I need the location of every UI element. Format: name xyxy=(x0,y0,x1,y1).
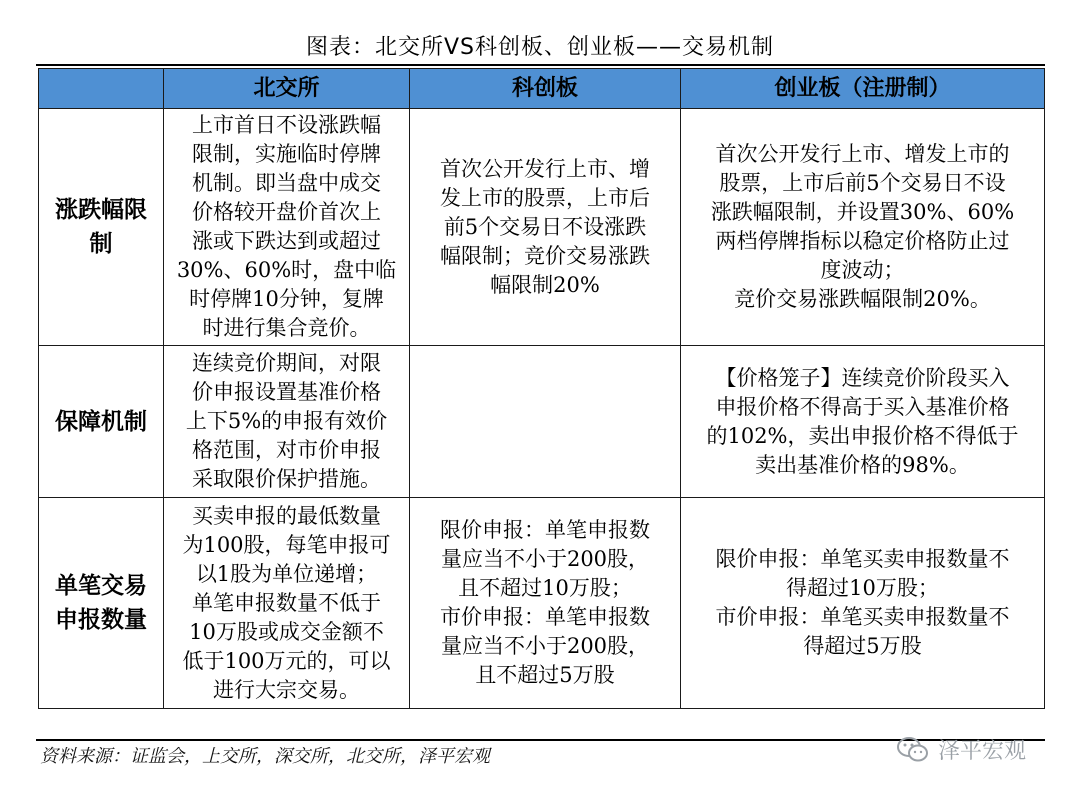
cell-line: 上下5%的申报有效价 xyxy=(185,409,388,433)
cell-line: 幅限制20% xyxy=(490,272,600,297)
wechat-icon xyxy=(896,736,930,764)
cell-line: 度波动； xyxy=(820,258,905,282)
cell-chinext xyxy=(681,109,1045,346)
cell-line: 涨或下跌达到或超过 xyxy=(192,229,381,253)
header-star-market: 科创板 xyxy=(410,69,681,109)
cell-bse xyxy=(164,346,410,498)
cell-line: 发上市的股票，上市后 xyxy=(440,185,650,210)
cell-line: 的102%，卖出申报价格不得低于 xyxy=(706,423,1019,448)
cell-line: 且不超过5万股 xyxy=(475,663,615,687)
cell-line: 制 xyxy=(89,231,113,257)
brand-name: 泽平宏观 xyxy=(938,739,1027,764)
cell-line: 得超过5万股 xyxy=(803,634,922,658)
table-body xyxy=(39,109,1045,709)
header-chinext: 创业板（注册制） xyxy=(681,69,1045,109)
cell-chinext xyxy=(681,498,1045,709)
cell-bse xyxy=(164,109,410,346)
cell-line: 涨跌幅限 xyxy=(55,197,147,223)
cell-line: 单笔交易 xyxy=(55,573,147,599)
cell-bse xyxy=(164,498,410,709)
table-row xyxy=(39,346,1045,498)
cell-line: 得超过10万股； xyxy=(786,576,939,600)
cell-line: 卖出基准价格的98%。 xyxy=(755,452,970,477)
cell-line: 申报价格不得高于买入基准价格 xyxy=(715,394,1010,419)
cell-line: 机制。即当盘中成交 xyxy=(192,171,381,195)
cell-chinext xyxy=(681,346,1045,498)
cell-line: 市价申报：单笔申报数 xyxy=(440,605,650,629)
source-note: 资料来源：证监会，上交所，深交所，北交所，泽平宏观 xyxy=(40,746,490,767)
cell-line: 30%、60%时，盘中临 xyxy=(176,258,397,282)
cell-line: 股票，上市后前5个交易日不设 xyxy=(719,171,1006,195)
cell-line: 买卖申报的最低数量 xyxy=(192,503,381,528)
cell-line: 限价申报：单笔申报数 xyxy=(440,518,650,542)
cell-line: 格范围，对市价申报 xyxy=(192,438,381,462)
cell-line: 限制，实施临时停牌 xyxy=(192,142,381,166)
cell-star-market xyxy=(410,346,681,498)
cell-line: 且不超过10万股； xyxy=(458,576,632,600)
cell-line: 10万股或成交金额不 xyxy=(189,619,384,644)
header-row xyxy=(39,69,1045,109)
cell-line: 进行大宗交易。 xyxy=(213,677,360,702)
cell-line: 低于100万元的，可以 xyxy=(182,648,391,673)
top-rule xyxy=(36,64,1045,66)
cell-line: 竞价交易涨跌幅限制20%。 xyxy=(734,287,991,311)
cell-line: 量应当不小于200股， xyxy=(440,547,650,571)
cell-line: 幅限制；竞价交易涨跌 xyxy=(440,243,650,268)
bottom-rule xyxy=(36,739,1045,741)
cell-line: 涨跌幅限制，并设置30%、60% xyxy=(710,200,1015,224)
cell-line: 单笔申报数量不低于 xyxy=(192,590,381,615)
header-empty xyxy=(39,69,164,109)
table-row xyxy=(39,109,1045,346)
table-row xyxy=(39,498,1045,709)
cell-line: 时进行集合竞价。 xyxy=(202,316,371,340)
cell-line: 为100股，每笔申报可 xyxy=(182,532,391,557)
cell-line: 连续竞价期间，对限 xyxy=(192,351,381,375)
cell-line: 上市首日不设涨跌幅 xyxy=(192,113,381,137)
cell-line: 价格较开盘价首次上 xyxy=(192,200,381,224)
cell-line: 首次公开发行上市、增 xyxy=(440,156,650,181)
cell-line: 市价申报：单笔买卖申报数量不 xyxy=(715,605,1010,629)
cell-line: 时停牌10分钟，复牌 xyxy=(189,287,384,311)
row-label xyxy=(39,498,164,709)
cell-line: 【价格笼子】连续竞价阶段买入 xyxy=(715,365,1010,390)
comparison-table xyxy=(38,68,1045,709)
cell-line: 前5个交易日不设涨跌 xyxy=(443,214,647,239)
cell-line: 申报数量 xyxy=(55,607,147,633)
cell-line: 价申报设置基准价格 xyxy=(192,380,381,404)
cell-line: 以1股为单位递增； xyxy=(195,561,378,586)
cell-line: 量应当不小于200股， xyxy=(440,634,650,658)
cell-line: 两档停牌指标以稳定价格防止过 xyxy=(715,229,1010,253)
cell-line: 采取限价保护措施。 xyxy=(192,467,381,491)
cell-line: 保障机制 xyxy=(55,408,147,435)
header-bse: 北交所 xyxy=(164,69,410,109)
cell-line: 限价申报：单笔买卖申报数量不 xyxy=(715,547,1010,571)
cell-line: 首次公开发行上市、增发上市的 xyxy=(715,142,1010,166)
cell-star-market xyxy=(410,109,681,346)
cell-star-market xyxy=(410,498,681,709)
row-label xyxy=(39,109,164,346)
figure-title: 图表：北交所VS科创板、创业板——交易机制 xyxy=(305,35,775,60)
row-label xyxy=(39,346,164,498)
brand-watermark xyxy=(896,734,1026,765)
